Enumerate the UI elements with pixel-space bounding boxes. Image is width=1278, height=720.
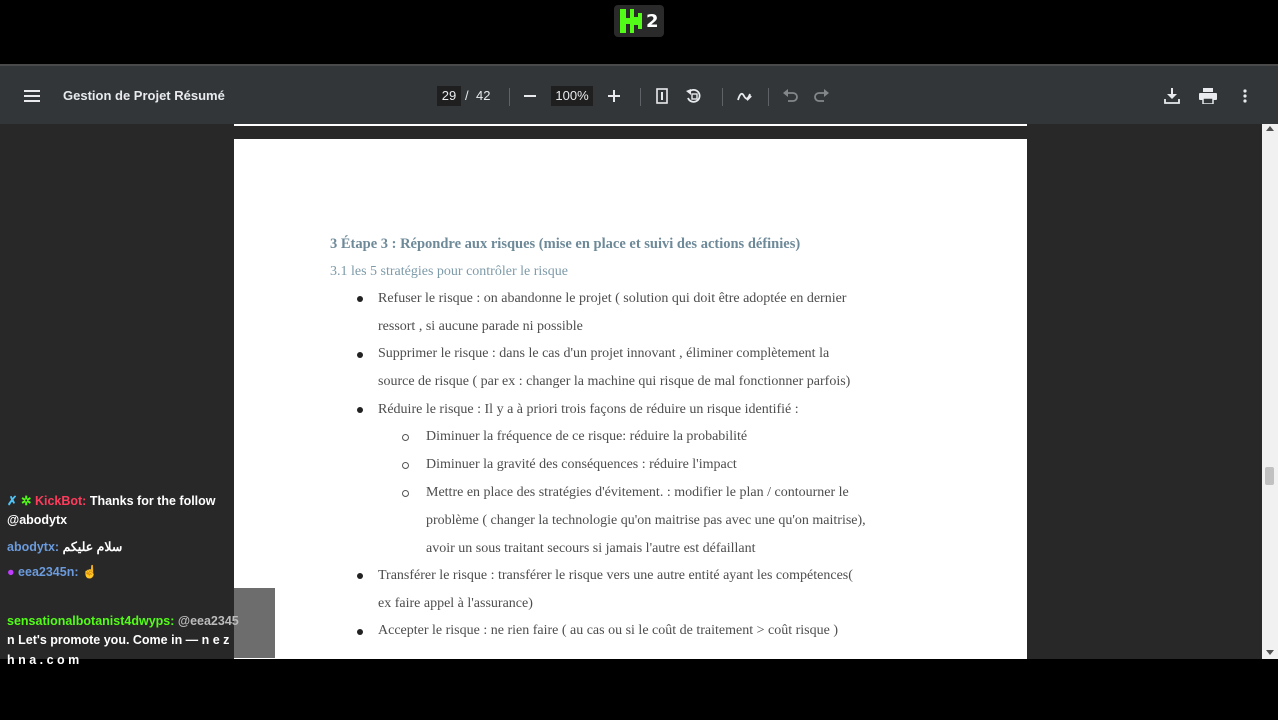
stream-header (0, 0, 1278, 64)
section-heading: 3 Étape 3 : Répondre aux risques (mise en place et suivi des actions définies) (330, 236, 801, 252)
text-line: ex faire appel à l'assurance) (378, 596, 533, 611)
pen-icon (736, 88, 754, 104)
plus-icon (608, 90, 620, 102)
zoom-input[interactable]: 100% (551, 86, 593, 106)
kick-k-icon (620, 9, 642, 33)
bullet (357, 573, 363, 579)
scroll-thumb[interactable] (1265, 467, 1274, 485)
sub-bullet (402, 462, 409, 469)
redo-icon (814, 89, 830, 103)
chat-text: @abodytx (7, 513, 68, 527)
page-number-input[interactable]: 29 (437, 86, 461, 106)
rotate-button[interactable] (684, 86, 704, 106)
zoom-in-button[interactable] (604, 86, 624, 106)
toolbar-divider (640, 88, 641, 106)
fit-page-icon (656, 88, 668, 104)
logo-number: 2 (646, 10, 659, 32)
chat-message (7, 539, 122, 554)
chat-text: سلام عليكم (59, 540, 123, 554)
chat-message (7, 493, 216, 508)
chat-username: abodytx: (7, 540, 60, 554)
rotate-icon (685, 87, 703, 105)
chat-highlight (234, 588, 275, 658)
toolbar-divider (768, 88, 769, 106)
scroll-down-arrow-icon[interactable] (1266, 650, 1274, 655)
annotate-button[interactable] (735, 86, 755, 106)
bullet (357, 407, 363, 413)
toolbar-divider (722, 88, 723, 106)
chat-text: h n a . c o m (7, 653, 80, 667)
text-line: source de risque ( par ex : changer la machine qui risque de mal fonctionner parfois) (378, 374, 851, 389)
print-icon (1199, 88, 1217, 104)
badge-icon: ✲ (20, 494, 32, 508)
stream-chat-overlay (0, 488, 280, 668)
sub-bullet (402, 490, 409, 497)
sword-icon: ✗ (7, 494, 18, 508)
undo-button[interactable] (780, 86, 800, 106)
chat-message (7, 565, 98, 580)
hamburger-icon (24, 89, 40, 103)
chat-message (7, 614, 239, 628)
download-icon (1164, 88, 1180, 104)
toolbar-divider (509, 88, 510, 106)
menu-button[interactable] (20, 84, 44, 108)
more-vert-icon (1243, 89, 1247, 103)
zoom-out-button[interactable] (520, 86, 540, 106)
text-line: ressort , si aucune parade ni possible (378, 319, 583, 334)
bullet (357, 352, 363, 358)
bullet (357, 296, 363, 302)
text-line: Mettre en place des stratégies d'évitement. : modifier le plan / contourner le (426, 485, 849, 500)
mic-badge-icon: ● (7, 565, 15, 579)
text-line: problème ( changer la technologie qu'on maitrise pas avec une qu'on maitrise), (426, 513, 866, 528)
chat-text: n Let's promote you. Come in — n e z (7, 633, 230, 647)
pdf-toolbar (0, 64, 1278, 124)
subsection-heading: 3.1 les 5 stratégies pour contrôler le risque (330, 264, 568, 279)
document-title: Gestion de Projet Résumé (63, 88, 225, 103)
scroll-up-arrow-icon[interactable] (1266, 126, 1274, 131)
text-line: Diminuer la gravité des conséquences : réduire l'impact (426, 457, 737, 472)
text-line: Transférer le risque : transférer le risque vers une autre entité ayant les compétences( (378, 568, 853, 583)
text-line: Accepter le risque : ne rien faire ( au cas ou si le coût de traitement > coût risque ) (378, 623, 838, 638)
chat-username: KickBot: (34, 494, 87, 508)
page-separator: / (465, 88, 469, 103)
bullet (357, 629, 363, 635)
page-total: 42 (476, 88, 491, 103)
minus-icon (524, 90, 536, 102)
pdf-page (234, 139, 1027, 659)
previous-page-edge (234, 124, 1027, 126)
chat-username: sensationalbotanist4dwyps: (7, 614, 175, 628)
text-line: Refuser le risque : on abandonne le projet ( solution qui doit être adoptée en dernier (378, 291, 847, 306)
undo-icon (782, 89, 798, 103)
fit-page-button[interactable] (652, 86, 672, 106)
text-line: avoir un sous traitant secours si jamais l'autre est défaillant (426, 541, 756, 556)
chat-text: Thanks for the follow (86, 494, 216, 508)
print-button[interactable] (1198, 86, 1218, 106)
text-line: Diminuer la fréquence de ce risque: réduire la probabilité (426, 429, 748, 444)
vertical-scrollbar[interactable] (1262, 124, 1278, 659)
sub-bullet (402, 434, 409, 441)
kick-logo (614, 5, 664, 37)
more-options-button[interactable] (1235, 86, 1255, 106)
chat-username: eea2345n: (18, 565, 79, 579)
text-line: Réduire le risque : Il y a à priori trois façons de réduire un risque identifié : (378, 402, 799, 417)
chat-text: ☝ (78, 565, 98, 579)
redo-button[interactable] (812, 86, 832, 106)
chat-text: @eea2345 (174, 614, 239, 628)
text-line: Supprimer le risque : dans le cas d'un projet innovant , éliminer complètement la (378, 346, 830, 361)
download-button[interactable] (1162, 86, 1182, 106)
